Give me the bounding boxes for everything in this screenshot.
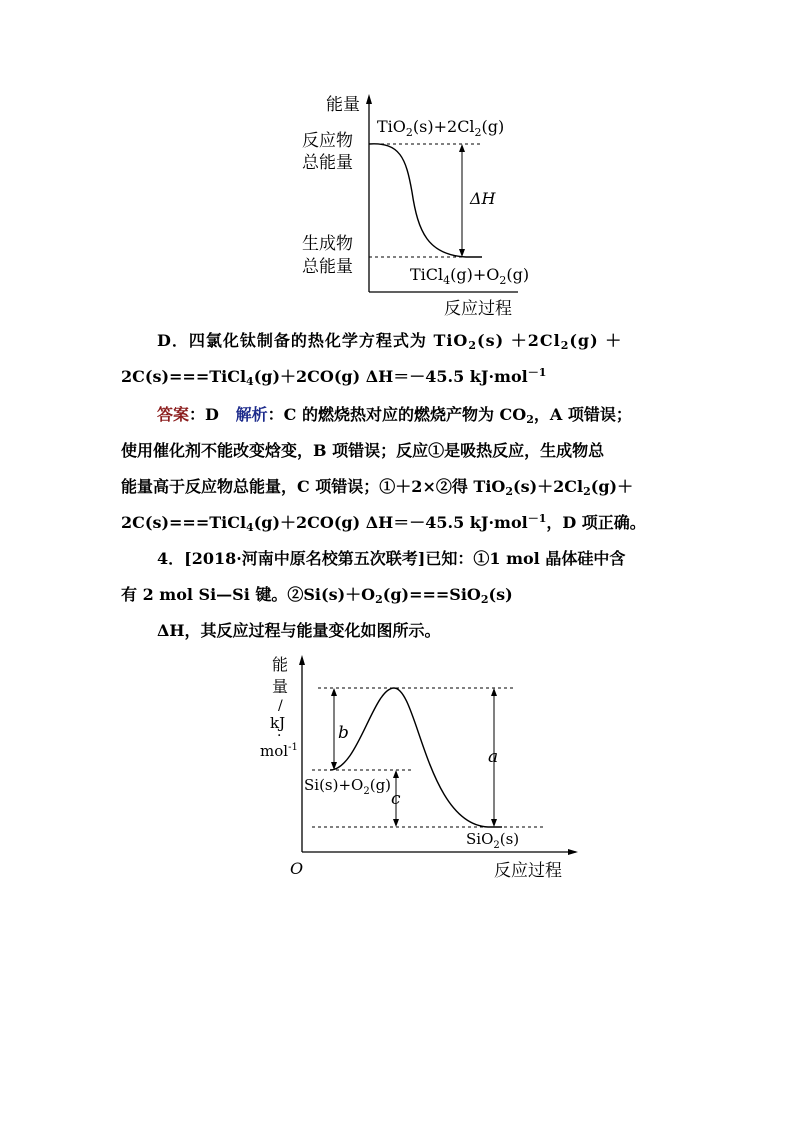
explanation-eq-c: ，D 项正确。 xyxy=(546,513,646,532)
fig1-product-label-2: 总能量 xyxy=(302,257,353,277)
fig2-y-axis-1: 能 xyxy=(272,655,289,674)
energy-diagram-2 xyxy=(258,652,578,886)
subscript: 2 xyxy=(480,593,489,606)
fig1-y-axis-label: 能量 xyxy=(326,95,360,115)
fig2-label-b: b xyxy=(338,723,349,743)
option-d-eq-b: (g)＋2CO(g) ΔH＝－45.5 kJ·mol xyxy=(253,367,528,386)
fig2-y-axis-2: 量 xyxy=(272,677,289,696)
fig2-reactant-formula: $Si(s)+O_2(g)$ xyxy=(304,776,392,797)
subscript: 2 xyxy=(468,339,478,352)
answer-value: ：D xyxy=(189,405,219,424)
fig2-x-axis-label: 反应过程 xyxy=(494,861,562,881)
explanation-line-3 xyxy=(121,476,681,498)
subscript: 2 xyxy=(375,593,383,606)
subscript: 2 xyxy=(526,413,534,426)
question-4-text-b: (g)===SiO xyxy=(382,585,481,604)
subscript: 4 xyxy=(246,521,254,534)
option-d-text-a: D．四氯化钛制备的热化学方程式为 TiO xyxy=(157,331,469,350)
fig2-origin: O xyxy=(290,859,304,878)
fig1-product-label-1: 生成物 xyxy=(302,234,353,254)
question-4-text-a: 有 2 mol Si—Si 键。②Si(s)＋O xyxy=(121,585,376,604)
subscript: 4 xyxy=(246,375,254,388)
option-d-line-1 xyxy=(157,330,681,352)
superscript: －1 xyxy=(527,366,547,379)
superscript: －1 xyxy=(527,512,547,525)
explanation-eq-a: 2C(s)===TiCl xyxy=(121,513,247,532)
fig1-reactant-label-1: 反应物 xyxy=(302,131,353,151)
fig2-y-axis-4: kJ xyxy=(270,714,286,732)
answer-label: 答案 xyxy=(157,405,190,424)
option-d-text-b: (s) ＋2Cl xyxy=(477,331,561,350)
answer-line xyxy=(157,404,681,426)
fig1-product-formula: $TiCl_4(g)+O_2(g)$ xyxy=(410,265,530,287)
option-d-eq-a: 2C(s)===TiCl xyxy=(121,367,247,386)
explanation-label: 解析 xyxy=(235,405,268,424)
explanation-text-3: 能量高于反应物总能量，C 项错误；①＋2×②得 TiO xyxy=(121,477,506,496)
explanation-text-3b: (s)＋2Cl xyxy=(513,477,584,496)
fig2-label-c: c xyxy=(391,789,401,809)
question-4-line-3: ΔH，其反应过程与能量变化如图所示。 xyxy=(157,621,441,640)
subscript: 2 xyxy=(583,485,591,498)
option-d-line-2 xyxy=(121,366,681,388)
fig1-x-axis-label: 反应过程 xyxy=(444,299,512,319)
energy-diagram-1-svg xyxy=(300,92,530,324)
fig1-reactant-label-2: 总能量 xyxy=(302,153,353,173)
question-4-text-c: (s) xyxy=(488,585,513,604)
fig1-delta-h: ΔH xyxy=(470,189,496,208)
question-4-line-2 xyxy=(121,584,681,606)
fig1-reactant-formula: $TiO_2(s)+2Cl_2(g)$ xyxy=(377,117,505,139)
question-4-line-1: 4．[2018·河南中原名校第五次联考]已知：①1 mol 晶体硅中含 xyxy=(157,549,626,568)
fig2-y-axis-5: · xyxy=(277,728,282,744)
fig2-label-a: a xyxy=(488,747,499,767)
energy-diagram-1 xyxy=(300,92,530,324)
subscript: 2 xyxy=(560,339,570,352)
energy-diagram-2-svg xyxy=(258,652,578,886)
fig2-product-formula: SiO$_2$(s) xyxy=(466,830,520,851)
explanation-text-1: ：C 的燃烧热对应的燃烧产物为 CO xyxy=(267,405,527,424)
explanation-eq-b: (g)＋2CO(g) ΔH＝－45.5 kJ·mol xyxy=(253,513,528,532)
fig2-y-axis-3: / xyxy=(278,698,283,714)
option-d-text-c: (g) ＋ xyxy=(569,331,623,350)
subscript: 2 xyxy=(505,485,513,498)
explanation-line-2: 使用催化剂不能改变焓变，B 项错误；反应①是吸热反应，生成物总 xyxy=(121,441,605,460)
explanation-line-4 xyxy=(121,512,681,534)
fig2-y-axis-6: mol$^{-1}$ xyxy=(260,742,298,760)
explanation-text-1b: ，A 项错误； xyxy=(533,405,632,424)
explanation-text-3c: (g)＋ xyxy=(590,477,634,496)
